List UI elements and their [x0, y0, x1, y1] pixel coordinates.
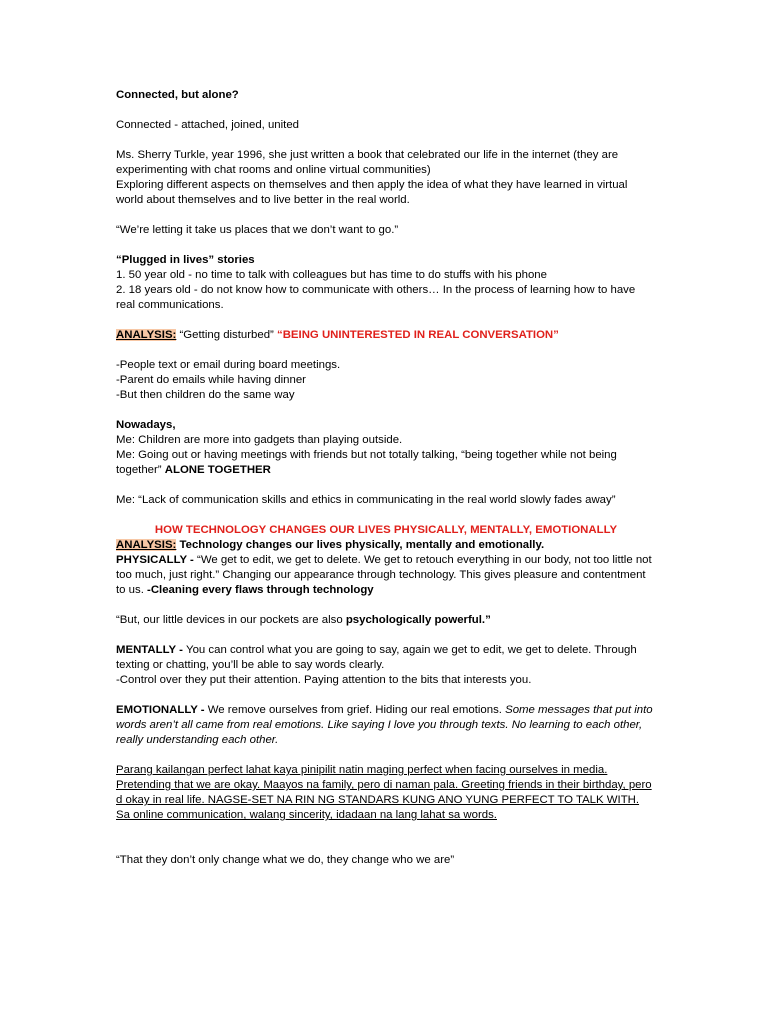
- quote-places: “We’re letting it take us places that we don’t want to go.”: [116, 224, 399, 236]
- analysis-line-2: [116, 538, 656, 553]
- nowadays-line-2-text: Me: Going out or having meetings with friends but not totally talking, “being together while not being together”: [116, 449, 617, 476]
- physically-text: “We get to edit, we get to delete. We get to retouch everything in our body, not too little not too much, just right.” Changing our appearance through technology. This gives pleasure and contentment to us.: [116, 554, 652, 596]
- intro-paragraph-2: Exploring different aspects on themselves and then apply the idea of what they have learned in virtual world about themselves and to live better in the real world.: [116, 179, 628, 206]
- nowadays-line-2: [116, 448, 656, 478]
- bullet-item: -People text or email during board meetings.: [116, 359, 341, 371]
- tagalog-paragraph: Parang kailangan perfect lahat kaya pinipilit natin maging perfect when facing ourselves in media. Pretending that we are okay. Maayos na family, pero di naman pala. Greeting friends in their birthday, pero d okay in real life. NAGSE-SET NA RIN NG STANDARS KUNG ANO YUNG PERFECT TO TALK WITH. Sa online communication, walang sincerity, idadaan na lang lahat sa words.: [116, 764, 652, 821]
- mentally-paragraph: [116, 643, 656, 673]
- nowadays-heading: Nowadays,: [116, 419, 176, 431]
- mentally-line-2: -Control over they put their attention. Paying attention to the bits that interests you.: [116, 674, 532, 686]
- mentally-label: MENTALLY -: [116, 644, 187, 656]
- emotionally-text: We remove ourselves from grief. Hiding our real emotions.: [207, 704, 506, 716]
- nowadays-line-1: Me: Children are more into gadgets than playing outside.: [116, 434, 403, 446]
- analysis-text: “Getting disturbed”: [176, 329, 278, 341]
- mentally-text: You can control what you are going to say, again we get to edit, we get to delete. Through texting or chatting, you’ll be able to say words clearly.: [116, 644, 637, 671]
- final-quote: “That they don’t only change what we do, they change who we are”: [116, 854, 455, 866]
- plugged-heading: “Plugged in lives” stories: [116, 254, 255, 266]
- intro-paragraph-1: Ms. Sherry Turkle, year 1996, she just written a book that celebrated our life in the internet (they are experimenting with chat rooms and online virtual communities): [116, 149, 619, 176]
- section-heading: HOW TECHNOLOGY CHANGES OUR LIVES PHYSICALLY, MENTALLY, EMOTIONALLY: [154, 524, 618, 536]
- analysis-line-1: [116, 328, 656, 343]
- emotionally-paragraph: [116, 703, 656, 748]
- physically-bold-text: -Cleaning every flaws through technology: [147, 584, 374, 596]
- definition-line: Connected - attached, joined, united: [116, 119, 300, 131]
- plugged-item-1: 1. 50 year old - no time to talk with colleagues but has time to do stuffs with his phone: [116, 269, 547, 281]
- analysis-label: ANALYSIS:: [116, 329, 177, 341]
- physically-label: PHYSICALLY -: [116, 554, 198, 566]
- analysis-label: ANALYSIS:: [116, 539, 177, 551]
- devices-quote-bold: psychologically powerful.”: [345, 614, 491, 626]
- emotionally-label: EMOTIONALLY -: [116, 704, 208, 716]
- me-quote: Me: “Lack of communication skills and ethics in communicating in the real world slowly fades away”: [116, 494, 616, 506]
- physically-paragraph: [116, 553, 656, 598]
- bullet-item: -But then children do the same way: [116, 389, 295, 401]
- bullet-item: -Parent do emails while having dinner: [116, 374, 306, 386]
- devices-quote: [116, 613, 656, 628]
- document-body: [116, 88, 656, 868]
- devices-quote-text: “But, our little devices in our pockets are also: [116, 614, 346, 626]
- document-title: Connected, but alone?: [116, 89, 239, 101]
- plugged-item-2: 2. 18 years old - do not know how to communicate with others… In the process of learning how to have real communications.: [116, 284, 636, 311]
- analysis-emphasis: “BEING UNINTERESTED IN REAL CONVERSATION”: [277, 329, 559, 341]
- alone-together-label: ALONE TOGETHER: [164, 464, 271, 476]
- analysis-2-text: Technology changes our lives physically, mentally and emotionally.: [176, 539, 545, 551]
- emotionally-italic-text: Some messages that put into words aren’t all came from real emotions. Like saying I love you through texts. No learning to each other, really understanding each other.: [116, 704, 653, 746]
